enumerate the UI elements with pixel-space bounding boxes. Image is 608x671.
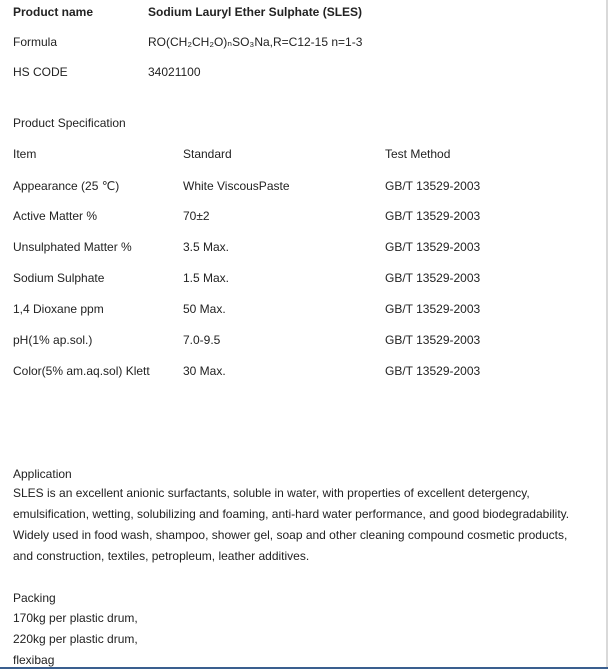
spec-table-header: [13, 146, 608, 162]
table-row: [13, 332, 608, 348]
formula-value: RO(CH₂CH₂O)ₙSO₃Na,R=C12-15 n=1-3: [148, 35, 363, 49]
product-name-value: Sodium Lauryl Ether Sulphate (SLES): [148, 5, 363, 19]
spec-section-title: Product Specification: [13, 116, 126, 130]
packing-list: [13, 608, 583, 671]
hs-code-row: [13, 64, 608, 80]
packing-line: flexibag: [13, 653, 55, 667]
row-test-method: GB/T 13529-2003: [385, 209, 481, 223]
row-standard: 7.0-9.5: [183, 333, 221, 347]
column-header-item: Item: [13, 147, 37, 161]
application-line: SLES is an excellent anionic surfactants, soluble in water, with properties of excellent detergency,: [13, 486, 530, 500]
table-row: [13, 363, 608, 379]
row-standard: 30 Max.: [183, 364, 226, 378]
product-name-row: [13, 4, 608, 20]
column-header-test-method: Test Method: [385, 147, 451, 161]
packing-line: 220kg per plastic drum,: [13, 632, 138, 646]
row-item: 1,4 Dioxane ppm: [13, 302, 104, 316]
application-line: Widely used in food wash, shampoo, shower gel, soap and other cleaning compound cosmetic products,: [13, 528, 568, 542]
table-row: [13, 270, 608, 286]
row-standard: 70±2: [183, 209, 210, 223]
row-item: Appearance (25 ℃): [13, 179, 120, 193]
hs-code-label: HS CODE: [13, 65, 68, 79]
formula-label: Formula: [13, 35, 58, 49]
application-line: and construction, textiles, petropleum, leather additives.: [13, 549, 310, 563]
row-test-method: GB/T 13529-2003: [385, 333, 481, 347]
row-test-method: GB/T 13529-2003: [385, 302, 481, 316]
packing-line: 170kg per plastic drum,: [13, 611, 138, 625]
table-row: [13, 178, 608, 194]
row-standard: White ViscousPaste: [183, 179, 290, 193]
row-standard: 3.5 Max.: [183, 240, 230, 254]
table-row: [13, 301, 608, 317]
row-standard: 50 Max.: [183, 302, 226, 316]
table-row: [13, 208, 608, 224]
formula-row: [13, 34, 608, 50]
application-line: emulsification, wetting, solubilizing and foaming, anti-hard water performance, and good biodegradability.: [13, 507, 570, 521]
application-title: Application: [13, 467, 72, 481]
table-row: [13, 239, 608, 255]
row-item: Sodium Sulphate: [13, 271, 105, 285]
row-item: Unsulphated Matter %: [13, 240, 132, 254]
row-test-method: GB/T 13529-2003: [385, 240, 481, 254]
row-item: Active Matter %: [13, 209, 98, 223]
hs-code-value: 34021100: [148, 65, 201, 79]
row-item: Color(5% am.aq.sol) Klett: [13, 364, 150, 378]
product-name-label: Product name: [13, 5, 94, 19]
row-test-method: GB/T 13529-2003: [385, 271, 481, 285]
row-item: pH(1% ap.sol.): [13, 333, 93, 347]
application-paragraph: [13, 483, 583, 567]
row-test-method: GB/T 13529-2003: [385, 179, 481, 193]
packing-title: Packing: [13, 591, 56, 605]
column-header-standard: Standard: [183, 147, 232, 161]
row-standard: 1.5 Max.: [183, 271, 230, 285]
row-test-method: GB/T 13529-2003: [385, 364, 481, 378]
